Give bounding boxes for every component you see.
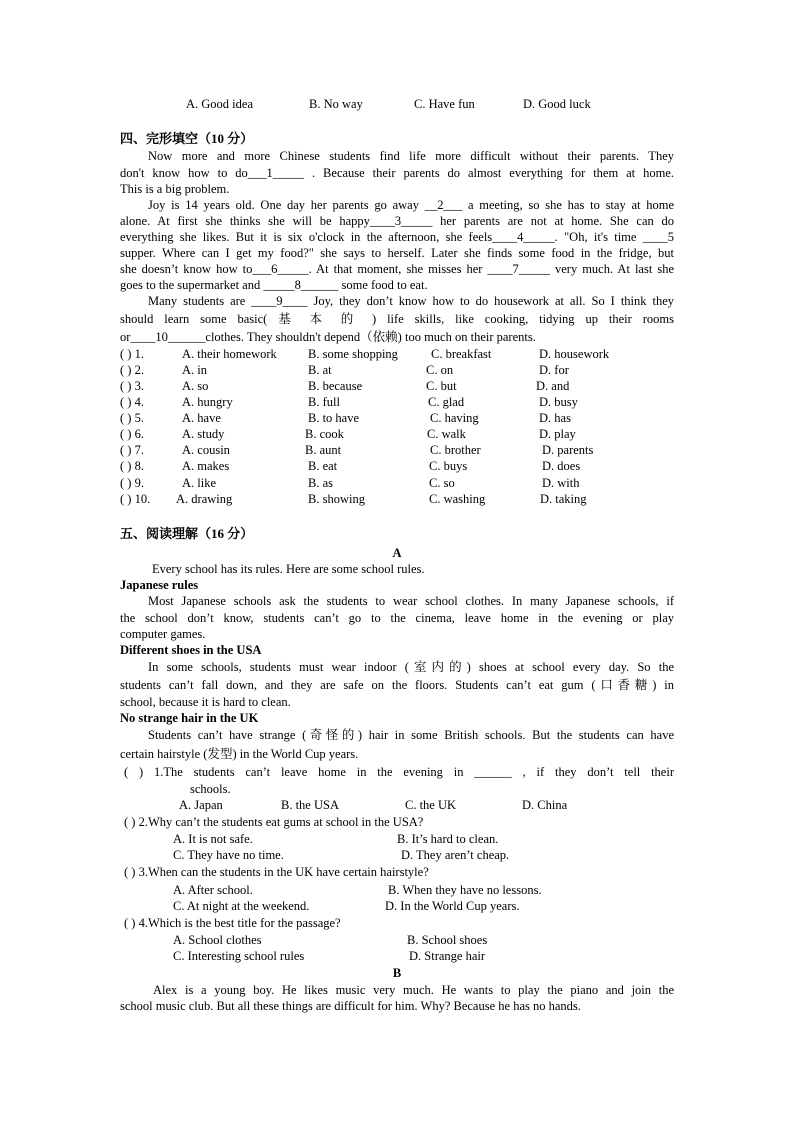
passage-b-line: school music club. But all these things are difficult for him. Why? Because he has no hands. <box>120 999 581 1013</box>
cloze-question-row: ( ) 2. A. in B. at C. on D. for <box>120 363 569 377</box>
top-options-row <box>120 96 680 112</box>
cloze-line-11: should learn some basic( 基 本 的 ) life skills, like cooking, tidying up their rooms <box>120 312 674 326</box>
paragraph-line: In some schools, students must wear indoor (室内的) shoes at school every day. So the <box>148 660 674 674</box>
reading-q2-options: A. It is not safe. B. It’s hard to clean. <box>173 832 499 846</box>
cloze-question-row: ( ) 10. A. drawing B. showing C. washing D. taking <box>120 492 587 506</box>
passage-a-label: A <box>392 546 402 560</box>
paragraph-line: Students can’t have strange (奇怪的) hair in some British schools. But the students can have <box>148 728 674 742</box>
reading-question-2: ( ) 2.Why can’t the students eat gums at school in the USA? <box>124 815 424 829</box>
passage-b-label: B <box>392 966 402 980</box>
cloze-line-1: Now more and more Chinese students find life more difficult without their parents. They <box>148 149 674 163</box>
cloze-line-12: or____10______clothes. They shouldn't depend（依赖) too much on their parents. <box>120 330 536 344</box>
paragraph-line: students can’t fall down, and they are safe on the floors. Students can’t eat gum (口香糖) in <box>120 678 674 692</box>
reading-q4-options: C. Interesting school rules D. Strange hair <box>173 949 486 963</box>
option-c: C. Have fun <box>414 97 475 111</box>
reading-q2-options: C. They have no time. D. They aren’t cheap. <box>173 848 510 862</box>
passage-a-intro: Every school has its rules. Here are some school rules. <box>152 562 425 576</box>
cloze-question-row: ( ) 1. A. their homework B. some shopping C. breakfast D. housework <box>120 347 610 361</box>
cloze-question-row: ( ) 5. A. have B. to have C. having D. has <box>120 411 571 425</box>
cloze-line-9: goes to the supermarket and _____8______ some food to eat. <box>120 278 428 292</box>
cloze-line-5: alone. At first she thinks she will be happy____3_____ her parents are not at home. She can do <box>120 214 674 228</box>
paragraph-line: Most Japanese schools ask the students to wear school clothes. In many Japanese schools, if <box>148 594 674 608</box>
reading-q1-options: A. Japan B. the USA C. the UK D. China <box>179 798 568 812</box>
cloze-line-6: everything she likes. But it is six o'clock in the afternoon, she feels____4_____. "Oh, it's time ____5 <box>120 230 674 244</box>
option-a: A. Good idea <box>186 97 253 111</box>
cloze-line-7: supper. Where can I get my food?" she says to herself. Later she finds some food in the fridge, but <box>120 246 674 260</box>
paragraph-line: certain hairstyle (发型) in the World Cup years. <box>120 747 359 761</box>
option-b: B. No way <box>309 97 363 111</box>
section4-heading: 四、完形填空（10 分） <box>120 131 254 146</box>
reading-question-1: ( ) 1.The students can’t leave home in the evening in ______ , if they don’t tell their <box>124 765 674 779</box>
reading-question-3: ( ) 3.When can the students in the UK have certain hairstyle? <box>124 865 429 879</box>
cloze-question-row: ( ) 3. A. so B. because C. but D. and <box>120 379 570 393</box>
cloze-question-row: ( ) 4. A. hungry B. full C. glad D. busy <box>120 395 578 409</box>
paragraph-line: computer games. <box>120 627 206 641</box>
cloze-line-2: don't know how to do___1_____ . Because their parents do almost everything for them at home. <box>120 166 674 180</box>
reading-q4-options: A. School clothes B. School shoes <box>173 933 488 947</box>
reading-q3-options: C. At night at the weekend. D. In the World Cup years. <box>173 899 520 913</box>
cloze-line-4: Joy is 14 years old. One day her parents go away __2___ a meeting, so she has to stay at home <box>148 198 674 212</box>
paragraph-line: school, because it is hard to clean. <box>120 695 291 709</box>
subheading-different-shoes: Different shoes in the USA <box>120 643 262 657</box>
subheading-japanese-rules: Japanese rules <box>120 578 199 592</box>
subheading-no-strange-hair: No strange hair in the UK <box>120 711 259 725</box>
reading-question-4: ( ) 4.Which is the best title for the passage? <box>124 916 341 930</box>
cloze-line-3: This is a big problem. <box>120 182 230 196</box>
cloze-question-row: ( ) 8. A. makes B. eat C. buys D. does <box>120 459 581 473</box>
reading-q3-options: A. After school. B. When they have no lessons. <box>173 883 542 897</box>
option-d: D. Good luck <box>523 97 591 111</box>
cloze-question-row: ( ) 7. A. cousin B. aunt C. brother D. parents <box>120 443 594 457</box>
cloze-line-8: she doesn’t know how to___6_____. At that moment, she misses her ____7_____ very much. At last she <box>120 262 674 276</box>
reading-question-1-cont: schools. <box>190 782 231 796</box>
cloze-line-10: Many students are ____9____ Joy, they don’t know how to do housework at all. So I think they <box>148 294 674 308</box>
passage-b-line: Alex is a young boy. He likes music very much. He wants to play the piano and join the <box>153 983 674 997</box>
cloze-question-row: ( ) 6. A. study B. cook C. walk D. play <box>120 427 576 441</box>
section5-heading: 五、阅读理解（16 分） <box>120 526 254 541</box>
cloze-question-row: ( ) 9. A. like B. as C. so D. with <box>120 476 580 490</box>
paragraph-line: the school don’t know, students can’t go to the cinema, leave home in the evening or play <box>120 611 674 625</box>
